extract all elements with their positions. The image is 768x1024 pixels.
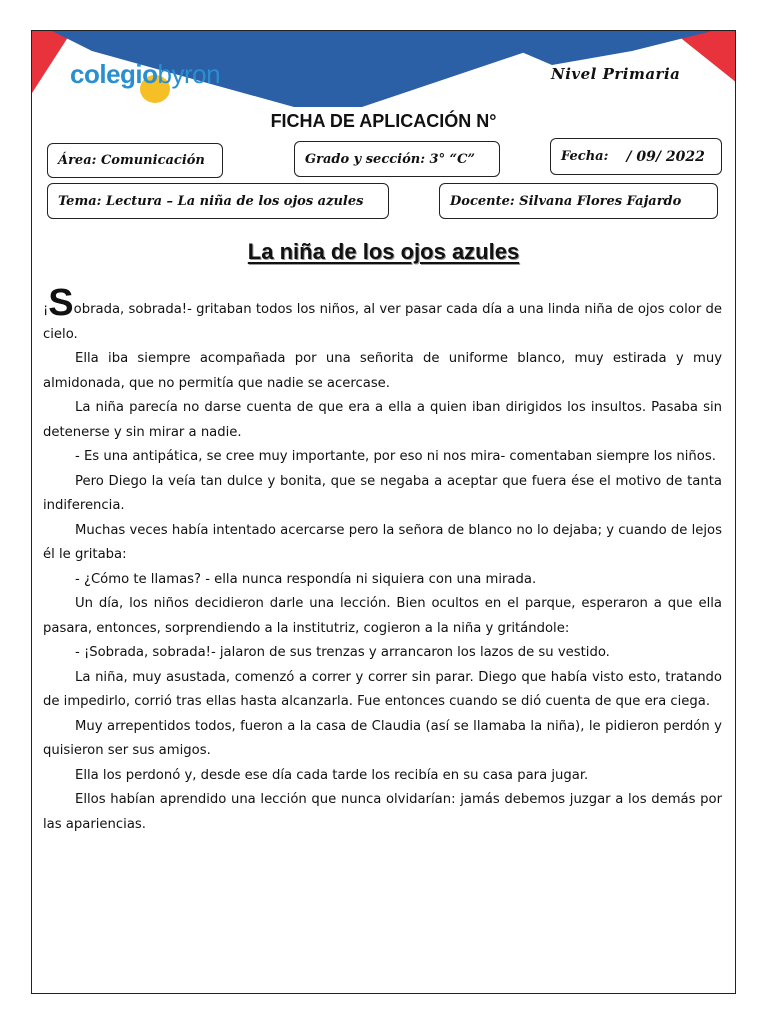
story-paragraph: Muy arrepentidos todos, fueron a la casa de Claudia (así se llamaba la niña), le pidieron perdón y quisieron ser sus amigos. — [43, 718, 722, 758]
opening-exclamation: ¡ — [43, 302, 49, 317]
story-paragraph: Ella iba siempre acompañada por una señorita de uniforme blanco, muy estirada y muy almidonada, que no permitía que nadie se acercase. — [43, 351, 722, 391]
story-paragraph: - Es una antipática, se cree muy importante, por eso ni nos mira- comentaban siempre los niños. — [75, 449, 716, 464]
story-paragraph-1 — [43, 282, 722, 347]
level-label: Nivel Primaria — [551, 65, 681, 83]
logo-text-byron: byron — [157, 59, 221, 89]
banner-red-left — [32, 31, 72, 93]
story-paragraph: Un día, los niños decidieron darle una lección. Bien ocultos en el parque, esperaron a que ella pasara, entonces, sorprendiendo a la institutriz, cogieron a la niña y gritándole: — [43, 596, 722, 636]
story-paragraph: - ¡Sobrada, sobrada!- jalaron de sus trenzas y arrancaron los lazos de su vestido. — [75, 645, 610, 660]
story-paragraph: Muchas veces había intentado acercarse pero la señora de blanco no lo dejaba; y cuando de lejos él le gritaba: — [43, 522, 722, 562]
story-title: La niña de los ojos azules — [247, 239, 520, 264]
school-logo — [70, 59, 220, 90]
teacher-box — [439, 183, 718, 219]
grade-section-box — [294, 141, 500, 177]
date-value: / 09/ 2022 — [626, 148, 705, 165]
logo-text-colegio: colegio — [70, 59, 158, 89]
story-body — [43, 282, 722, 837]
story-paragraph: - ¿Cómo te llamas? - ella nunca respondía ni siquiera con una mirada. — [75, 571, 537, 587]
story-paragraph: La niña parecía no darse cuenta de que era a ella a quien iban dirigidos los insultos. Pasaba sin detenerse y sin mirar a nadie. — [43, 400, 722, 440]
date-box — [550, 138, 722, 175]
story-paragraph: Ella los perdonó y, desde ese día cada tarde los recibía en su casa para jugar. — [75, 767, 589, 783]
story-paragraph: Pero Diego la veía tan dulce y bonita, que se negaba a aceptar que fuera ése el motivo de tanta indiferencia. — [43, 473, 722, 513]
teacher-label: Docente: Silvana Flores Fajardo — [450, 193, 682, 209]
grade-section-label: Grado y sección: 3° “C” — [305, 151, 475, 167]
story-first-text: obrada, sobrada!- gritaban todos los niños, al ver pasar cada día a una linda niña de ojos color de cielo. — [43, 302, 722, 342]
area-box — [47, 143, 223, 178]
date-label: Fecha: — [561, 149, 609, 164]
banner-red-right — [672, 31, 736, 83]
topic-box — [47, 183, 389, 219]
worksheet-page — [31, 30, 736, 994]
area-label: Área: Comunicación — [58, 153, 205, 168]
worksheet-title: FICHA DE APLICACIÓN N° — [270, 111, 497, 131]
story-paragraph: La niña, muy asustada, comenzó a correr y correr sin parar. Diego que había visto esto, tratando de impedirlo, corrió tras ellas hasta alcanzarla. Fue entonces cuando se dió cuenta de que era ciega. — [43, 669, 722, 709]
story-paragraph: Ellos habían aprendido una lección que nunca olvidarían: jamás debemos juzgar a los demás por las apariencias. — [43, 792, 722, 832]
drop-cap-letter: S — [48, 282, 74, 324]
topic-label: Tema: Lectura – La niña de los ojos azules — [58, 193, 364, 209]
